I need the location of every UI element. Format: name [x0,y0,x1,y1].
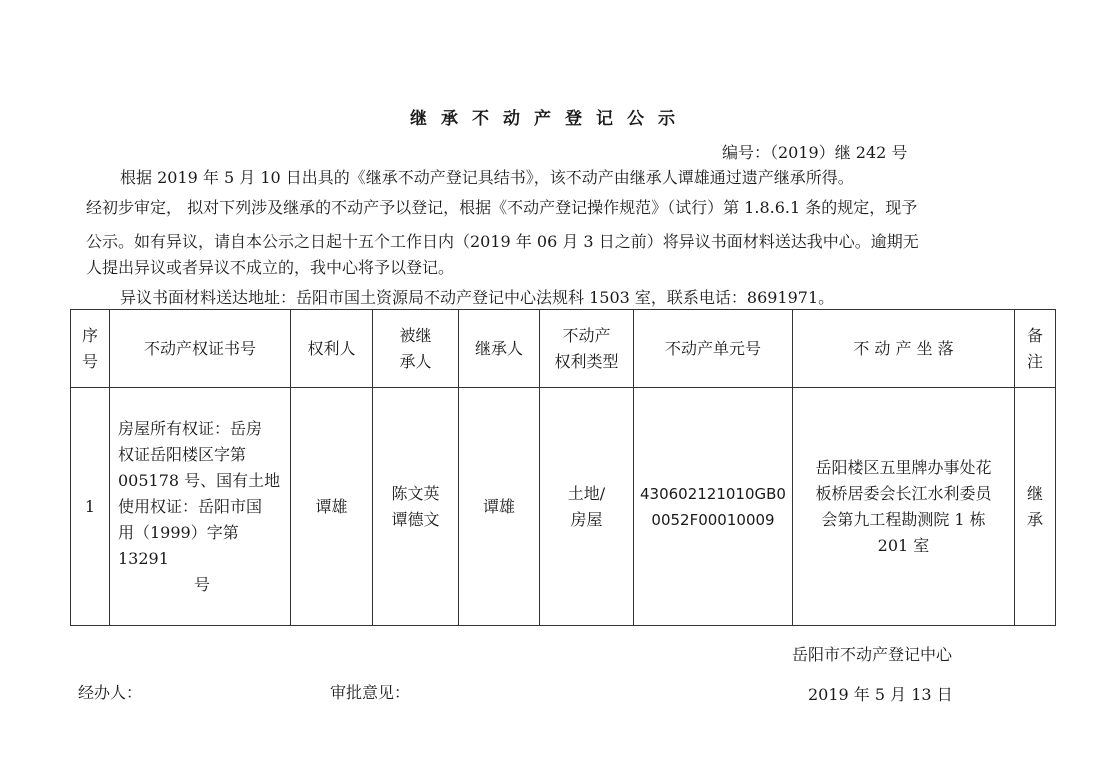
cell-decedent-line: 谭德文 [391,509,440,529]
cell-remark-line: 继 [1026,483,1043,503]
table-row [71,388,1056,626]
header-heir: 继承人 [459,310,540,388]
cell-cert-no-line: 房屋所有权证：岳房 [118,418,263,438]
issuer-name: 岳阳市不动产登记中心 [792,645,953,664]
issue-date: 2019 年 5 月 13 日 [808,685,953,704]
paragraph-review-line2: 公示。如有异议，请自本公示之日起十五个工作日内（2019 年 06 月 3 日之前）将异议书面材料送达我中心。逾期无 [86,232,919,251]
header-remark [1015,310,1056,388]
cell-right-type-line: 房屋 [570,509,603,529]
cell-location [793,388,1015,626]
document-number: 编号：（2019）继 242 号 [722,143,908,162]
header-right-type [540,310,634,388]
cell-unit-no [634,388,793,626]
cell-cert-no-line: 使用权证：岳阳市国 [118,496,263,516]
cell-right-type [540,388,634,626]
cell-cert-no-line: 号 [193,574,210,594]
cell-unit-no-line: 430602121010GB0 [640,484,786,503]
approval-label: 审批意见： [330,683,411,702]
cell-location-line: 201 室 [877,535,930,555]
cell-owner: 谭雄 [291,388,373,626]
cell-cert-no [110,388,291,626]
header-owner: 权利人 [291,310,373,388]
cell-decedent-line: 陈文英 [391,483,440,503]
cell-location-line: 板桥居委会长江水利委员 [815,483,992,503]
header-unit-no: 不动产单元号 [634,310,793,388]
header-decedent-line2: 承人 [399,351,432,371]
paragraph-objection-address: 异议书面材料送达地址：岳阳市国土资源局不动产登记中心法规科 1503 室，联系电话：8691971。 [120,288,835,307]
header-right-type-line2: 权利类型 [554,351,619,371]
cell-cert-no-line: 用（1999）字第 13291 [118,522,239,568]
cell-location-line: 会第九工程勘测院 1 栋 [821,509,986,529]
cell-remark-line: 承 [1026,509,1043,529]
paragraph-review-line1: 经初步审定， 拟对下列涉及继承的不动产予以登记，根据《不动产登记操作规范》（试行）第 1.8.6.1 条的规定，现予 [86,198,918,217]
cell-remark [1015,388,1056,626]
header-decedent [373,310,459,388]
header-remark-line1: 备 [1026,325,1043,345]
header-seq [71,310,110,388]
header-seq-line2: 号 [81,351,98,371]
header-right-type-line1: 不动产 [562,325,611,345]
cell-heir: 谭雄 [459,388,540,626]
header-decedent-line1: 被继 [399,325,432,345]
cell-location-line: 岳阳楼区五里牌办事处花 [815,457,992,477]
header-seq-line1: 序 [81,325,98,345]
header-remark-line2: 注 [1026,351,1043,371]
cell-right-type-line: 土地/ [567,483,606,503]
handler-label: 经办人： [78,683,143,702]
page-title: 继承不动产登记公示 [410,109,689,129]
header-location: 不 动 产 坐 落 [793,310,1015,388]
cell-cert-no-line: 权证岳阳楼区字第 [118,444,247,464]
paragraph-review-line3: 人提出异议或者异议不成立的，我中心将予以登记。 [86,258,455,277]
cell-cert-no-line: 005178 号、国有土地 [118,470,281,490]
paragraph-intro: 根据 2019 年 5 月 10 日出具的《继承不动产登记具结书》，该不动产由继承人谭雄通过遗产继承所得。 [120,168,854,187]
cell-unit-no-line: 0052F00010009 [651,510,775,529]
registration-table [70,309,1056,626]
header-cert-no: 不动产权证书号 [110,310,291,388]
table-header-row [71,310,1056,388]
cell-decedent [373,388,459,626]
cell-seq: 1 [71,388,110,626]
